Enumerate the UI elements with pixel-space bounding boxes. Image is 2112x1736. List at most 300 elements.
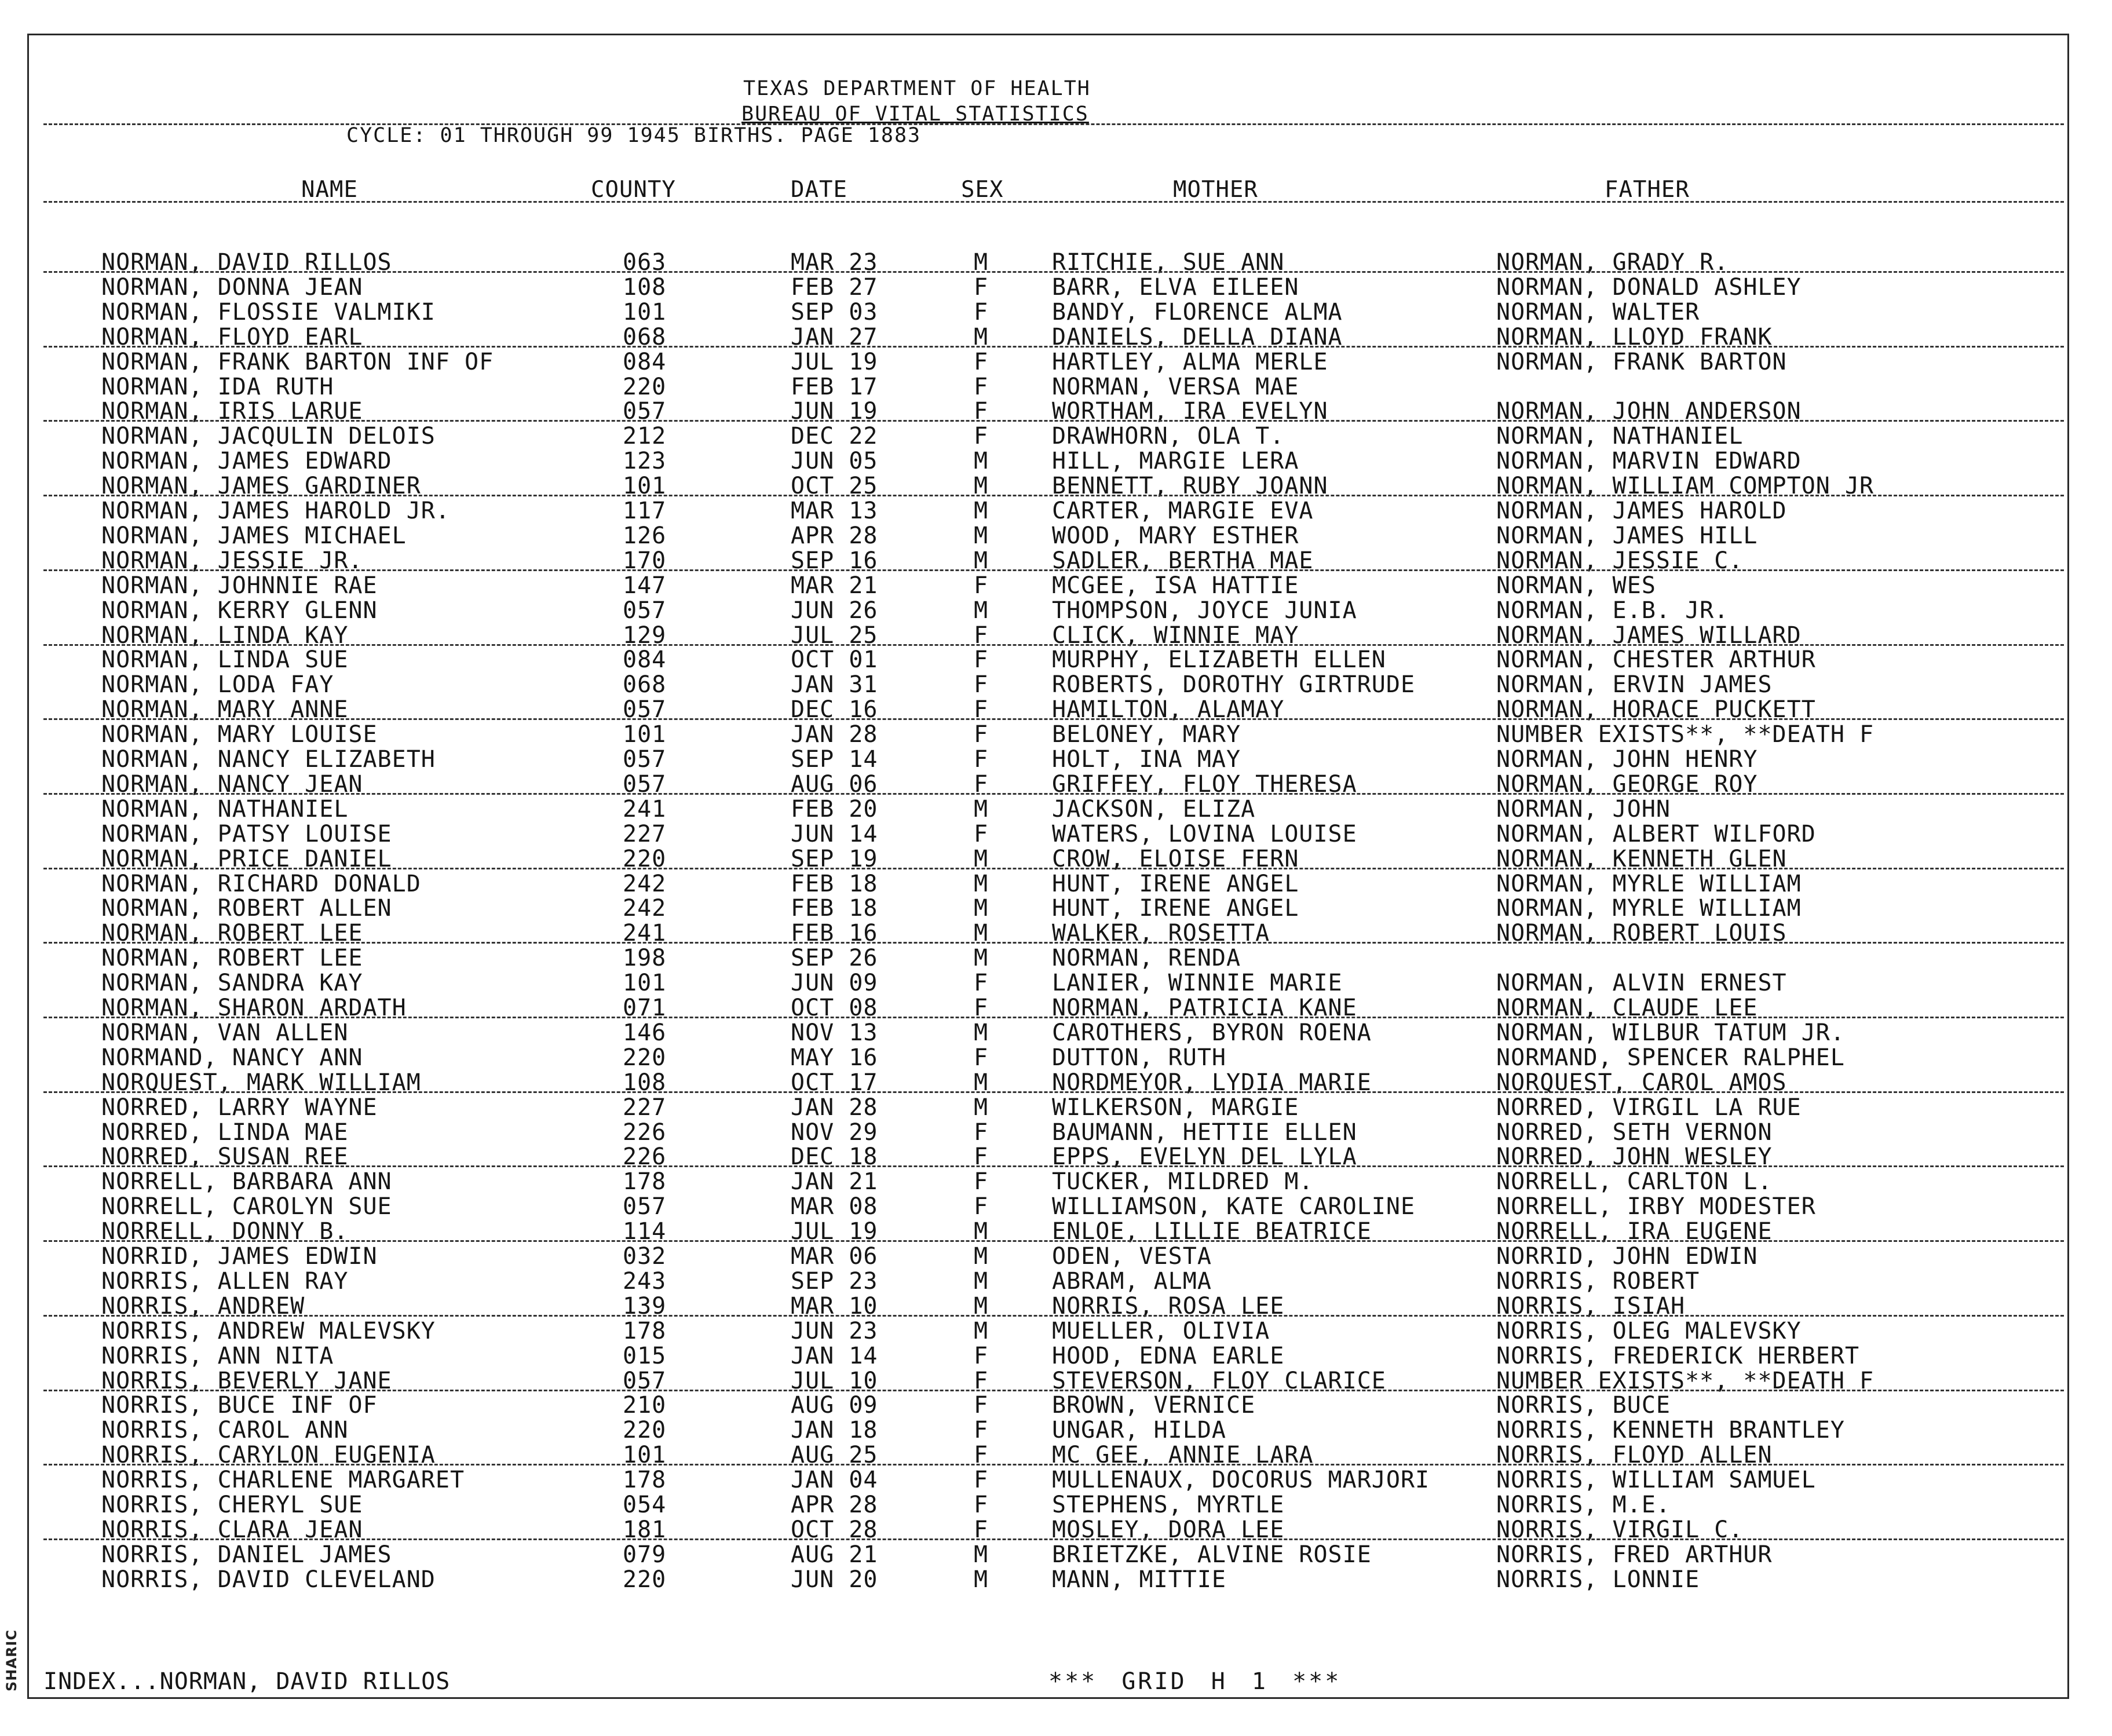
- cell-father: NORRIS, WILLIAM SAMUEL: [1496, 1467, 1816, 1494]
- cell-mother: SADLER, BERTHA MAE: [1052, 547, 1314, 574]
- table-row: [0, 1393, 2112, 1418]
- column-header-sex: SEX: [961, 177, 1004, 203]
- table-row: [0, 1269, 2112, 1294]
- table-row: [0, 499, 2112, 524]
- cell-date: MAY 16: [791, 1044, 878, 1071]
- cell-name: NORRIS, DANIEL JAMES: [101, 1541, 392, 1568]
- cell-date: SEP 03: [791, 298, 878, 326]
- cell-name: NORMAN, ROBERT LEE: [101, 920, 363, 947]
- cell-mother: HILL, MARGIE LERA: [1052, 448, 1299, 475]
- table-row: [0, 1145, 2112, 1169]
- cell-date: MAR 06: [791, 1243, 878, 1270]
- cell-county: 220: [623, 845, 667, 872]
- cell-mother: THOMPSON, JOYCE JUNIA: [1052, 597, 1357, 624]
- cell-date: OCT 08: [791, 995, 878, 1021]
- cell-date: JUN 19: [791, 398, 878, 425]
- cell-father: NORMAN, WALTER: [1496, 298, 1700, 326]
- cell-father: NORMAN, JOHN: [1496, 795, 1671, 823]
- cell-sex: F: [974, 646, 989, 674]
- cell-name: NORQUEST, MARK WILLIAM: [101, 1069, 421, 1096]
- cell-sex: M: [974, 1019, 989, 1046]
- cell-name: NORMAN, SANDRA KAY: [101, 970, 363, 997]
- cell-date: JUL 25: [791, 622, 878, 649]
- bureau-title: BUREAU OF VITAL STATISTICS: [741, 103, 1089, 126]
- row-rule: [43, 1017, 2064, 1018]
- table-row: [0, 1369, 2112, 1394]
- table-row: [0, 350, 2112, 375]
- cell-date: JUN 14: [791, 820, 878, 847]
- cell-name: NORMAN, VAN ALLEN: [101, 1019, 349, 1046]
- cell-date: JUN 20: [791, 1566, 878, 1593]
- cell-name: NORMAN, IDA RUTH: [101, 373, 334, 400]
- cell-sex: F: [974, 1119, 989, 1146]
- cell-name: NORRED, SUSAN REE: [101, 1143, 349, 1171]
- cell-sex: M: [974, 795, 989, 823]
- cell-mother: STEVERSON, FLOY CLARICE: [1052, 1367, 1386, 1394]
- cell-date: APR 28: [791, 522, 878, 549]
- table-row: [0, 1021, 2112, 1046]
- cell-county: 220: [623, 1044, 667, 1071]
- cell-mother: HOOD, EDNA EARLE: [1052, 1342, 1285, 1369]
- cycle-line: CYCLE: 01 THROUGH 99 1945 BIRTHS. PAGE 1883: [346, 124, 922, 147]
- table-row: [0, 822, 2112, 847]
- cell-sex: M: [974, 1218, 989, 1245]
- cell-date: DEC 18: [791, 1143, 878, 1171]
- cell-sex: M: [974, 1317, 989, 1344]
- cell-sex: M: [974, 1243, 989, 1270]
- cell-name: NORRIS, CHARLENE MARGARET: [101, 1467, 465, 1494]
- cell-name: NORMAN, DONNA JEAN: [101, 273, 363, 301]
- cell-father: NORMAN, CHESTER ARTHUR: [1496, 646, 1816, 674]
- table-row: [0, 1567, 2112, 1592]
- cell-date: JAN 31: [791, 671, 878, 699]
- cell-sex: F: [974, 373, 989, 400]
- cell-father: NORQUEST, CAROL AMOS: [1496, 1069, 1787, 1096]
- cell-mother: CAROTHERS, BYRON ROENA: [1052, 1019, 1372, 1046]
- table-row: [0, 250, 2112, 275]
- cell-name: NORMAN, JAMES GARDINER: [101, 473, 421, 500]
- cell-name: NORRIS, BEVERLY JANE: [101, 1367, 392, 1394]
- cell-name: NORMAN, FLOYD EARL: [101, 323, 363, 350]
- cell-county: 210: [623, 1392, 667, 1419]
- table-row: [0, 524, 2112, 549]
- cell-name: NORMAN, ROBERT ALLEN: [101, 895, 392, 922]
- cell-date: MAR 08: [791, 1193, 878, 1220]
- cell-mother: CARTER, MARGIE EVA: [1052, 498, 1314, 524]
- cell-mother: WALKER, ROSETTA: [1052, 920, 1270, 947]
- cell-mother: BANDY, FLORENCE ALMA: [1052, 298, 1343, 326]
- cell-sex: M: [974, 1566, 989, 1593]
- cell-county: 068: [623, 323, 667, 350]
- table-row: [0, 1443, 2112, 1468]
- cell-sex: F: [974, 1342, 989, 1369]
- cell-mother: NORMAN, PATRICIA KANE: [1052, 995, 1357, 1021]
- cell-name: NORRELL, BARBARA ANN: [101, 1168, 392, 1196]
- cell-county: 181: [623, 1516, 667, 1543]
- side-stamp: SHARIC: [3, 1629, 20, 1691]
- cell-county: 126: [623, 522, 667, 549]
- cell-county: 241: [623, 795, 667, 823]
- cell-date: JAN 27: [791, 323, 878, 350]
- cell-name: NORMAN, RICHARD DONALD: [101, 870, 421, 897]
- cell-name: NORRIS, CLARA JEAN: [101, 1516, 363, 1543]
- cell-county: 241: [623, 920, 667, 947]
- table-row: [0, 1194, 2112, 1219]
- cell-mother: ODEN, VESTA: [1052, 1243, 1212, 1270]
- cell-date: FEB 18: [791, 895, 878, 922]
- cell-date: AUG 09: [791, 1392, 878, 1419]
- cell-father: NORRED, VIRGIL LA RUE: [1496, 1094, 1802, 1121]
- column-header-father: FATHER: [1605, 177, 1690, 203]
- cell-date: JAN 04: [791, 1467, 878, 1494]
- cell-name: NORRIS, BUCE INF OF: [101, 1392, 378, 1419]
- row-rule: [43, 942, 2064, 944]
- cell-sex: F: [974, 572, 989, 599]
- cell-name: NORMAN, FLOSSIE VALMIKI: [101, 298, 436, 326]
- cell-county: 057: [623, 398, 667, 425]
- cell-county: 226: [623, 1119, 667, 1146]
- cell-county: 015: [623, 1342, 667, 1369]
- cell-mother: ROBERTS, DOROTHY GIRTRUDE: [1052, 671, 1416, 699]
- cell-name: NORRIS, ANDREW MALEVSKY: [101, 1317, 436, 1344]
- cell-date: FEB 20: [791, 795, 878, 823]
- cell-sex: M: [974, 1267, 989, 1295]
- cell-county: 057: [623, 746, 667, 773]
- cell-date: JUN 23: [791, 1317, 878, 1344]
- cell-name: NORRIS, CHERYL SUE: [101, 1492, 363, 1518]
- cell-date: FEB 18: [791, 870, 878, 897]
- cell-mother: MUELLER, OLIVIA: [1052, 1317, 1270, 1344]
- cell-sex: F: [974, 1492, 989, 1518]
- cell-date: MAR 10: [791, 1292, 878, 1320]
- cell-sex: F: [974, 820, 989, 847]
- table-row: [0, 673, 2112, 697]
- cell-father: NORMAN, HORACE PUCKETT: [1496, 696, 1816, 723]
- footer-grid: *** GRID H 1 ***: [1048, 1668, 1342, 1695]
- cell-county: 178: [623, 1467, 667, 1494]
- cell-mother: HARTLEY, ALMA MERLE: [1052, 348, 1328, 375]
- row-rule: [43, 1464, 2064, 1465]
- cell-father: NORRED, JOHN WESLEY: [1496, 1143, 1773, 1171]
- cell-sex: F: [974, 1367, 989, 1394]
- cell-name: NORMAN, LINDA SUE: [101, 646, 349, 674]
- cell-sex: F: [974, 970, 989, 997]
- cell-sex: M: [974, 1069, 989, 1096]
- cell-date: FEB 16: [791, 920, 878, 947]
- cell-county: 227: [623, 820, 667, 847]
- table-row: [0, 300, 2112, 325]
- table-row: [0, 722, 2112, 747]
- cell-father: NORRIS, ISIAH: [1496, 1292, 1686, 1320]
- cell-county: 129: [623, 622, 667, 649]
- cell-date: SEP 23: [791, 1267, 878, 1295]
- cell-sex: M: [974, 920, 989, 947]
- cell-father: NORRED, SETH VERNON: [1496, 1119, 1773, 1146]
- cell-mother: GRIFFEY, FLOY THERESA: [1052, 770, 1357, 798]
- cell-mother: CLICK, WINNIE MAY: [1052, 622, 1299, 649]
- table-row: [0, 1294, 2112, 1319]
- cell-mother: JACKSON, ELIZA: [1052, 795, 1256, 823]
- cell-sex: M: [974, 448, 989, 475]
- cell-county: 198: [623, 945, 667, 972]
- cell-father: NORMAN, MYRLE WILLIAM: [1496, 895, 1802, 922]
- table-row: [0, 1219, 2112, 1244]
- cell-name: NORMAN, PATSY LOUISE: [101, 820, 392, 847]
- cell-father: NORMAN, GEORGE ROY: [1496, 770, 1758, 798]
- cell-mother: HUNT, IRENE ANGEL: [1052, 870, 1299, 897]
- cell-name: NORMAN, MARY ANNE: [101, 696, 349, 723]
- table-row: [0, 1070, 2112, 1095]
- row-rule: [43, 495, 2064, 496]
- cell-mother: ABRAM, ALMA: [1052, 1267, 1212, 1295]
- cell-date: JAN 14: [791, 1342, 878, 1369]
- cell-name: NORRIS, ANDREW: [101, 1292, 305, 1320]
- cell-father: NORMAN, MARVIN EDWARD: [1496, 448, 1802, 475]
- cell-mother: MULLENAUX, DOCORUS MARJORI: [1052, 1467, 1430, 1494]
- cell-name: NORMAN, IRIS LARUE: [101, 398, 363, 425]
- cell-sex: M: [974, 597, 989, 624]
- table-row: [0, 474, 2112, 499]
- cell-father: NORMAN, JESSIE C.: [1496, 547, 1744, 574]
- cell-mother: MANN, MITTIE: [1052, 1566, 1226, 1593]
- cell-date: MAR 21: [791, 572, 878, 599]
- cell-date: NOV 29: [791, 1119, 878, 1146]
- table-row: [0, 1518, 2112, 1543]
- cell-date: MAR 13: [791, 498, 878, 524]
- cell-sex: M: [974, 845, 989, 872]
- cell-father: NORRIS, KENNETH BRANTLEY: [1496, 1417, 1845, 1444]
- cell-mother: NORDMEYOR, LYDIA MARIE: [1052, 1069, 1372, 1096]
- cell-father: NORRIS, FREDERICK HERBERT: [1496, 1342, 1860, 1369]
- cell-father: NORMAN, LLOYD FRANK: [1496, 323, 1773, 350]
- cell-name: NORRIS, DAVID CLEVELAND: [101, 1566, 436, 1593]
- cell-name: NORMAN, JAMES HAROLD JR.: [101, 498, 450, 524]
- table-row: [0, 946, 2112, 971]
- cell-sex: F: [974, 348, 989, 375]
- cell-father: NORMAN, WILBUR TATUM JR.: [1496, 1019, 1845, 1046]
- cell-mother: NORMAN, VERSA MAE: [1052, 373, 1299, 400]
- cell-mother: BRIETZKE, ALVINE ROSIE: [1052, 1541, 1372, 1568]
- table-row: [0, 424, 2112, 449]
- cell-date: JUN 05: [791, 448, 878, 475]
- cell-county: 212: [623, 423, 667, 450]
- cell-county: 139: [623, 1292, 667, 1320]
- table-row: [0, 1319, 2112, 1344]
- cell-county: 068: [623, 671, 667, 699]
- cell-sex: F: [974, 1392, 989, 1419]
- row-rule: [43, 1091, 2064, 1093]
- cell-county: 243: [623, 1267, 667, 1295]
- cell-sex: F: [974, 1417, 989, 1444]
- table-row: [0, 847, 2112, 872]
- cell-county: 057: [623, 1193, 667, 1220]
- cell-sex: F: [974, 696, 989, 723]
- row-rule: [43, 644, 2064, 646]
- cell-father: NORMAN, ERVIN JAMES: [1496, 671, 1773, 699]
- cell-father: NORRELL, IRA EUGENE: [1496, 1218, 1773, 1245]
- cell-name: NORMAN, DAVID RILLOS: [101, 249, 392, 276]
- cell-sex: F: [974, 1516, 989, 1543]
- row-rule: [43, 1538, 2064, 1540]
- cell-father: NORRID, JOHN EDWIN: [1496, 1243, 1758, 1270]
- table-row: [0, 573, 2112, 598]
- table-row: [0, 772, 2112, 797]
- cell-county: 114: [623, 1218, 667, 1245]
- row-rule: [43, 793, 2064, 795]
- cell-father: NORMAN, JOHN HENRY: [1496, 746, 1758, 773]
- cell-county: 101: [623, 970, 667, 997]
- cell-mother: BARR, ELVA EILEEN: [1052, 273, 1299, 301]
- cell-name: NORMAN, PRICE DANIEL: [101, 845, 392, 872]
- cell-father: NORMAN, ALBERT WILFORD: [1496, 820, 1816, 847]
- cell-county: 057: [623, 1367, 667, 1394]
- cell-father: NORMAN, WES: [1496, 572, 1656, 599]
- cell-mother: LANIER, WINNIE MARIE: [1052, 970, 1343, 997]
- cell-date: OCT 01: [791, 646, 878, 674]
- cell-mother: MOSLEY, DORA LEE: [1052, 1516, 1285, 1543]
- cell-date: OCT 25: [791, 473, 878, 500]
- cell-county: 220: [623, 1566, 667, 1593]
- cell-name: NORRIS, ANN NITA: [101, 1342, 334, 1369]
- cell-county: 242: [623, 870, 667, 897]
- cell-mother: MCGEE, ISA HATTIE: [1052, 572, 1299, 599]
- cell-mother: EPPS, EVELYN DEL LYLA: [1052, 1143, 1357, 1171]
- table-row: [0, 1344, 2112, 1369]
- cell-county: 220: [623, 373, 667, 400]
- table-row: [0, 1468, 2112, 1493]
- cell-sex: M: [974, 1094, 989, 1121]
- table-row: [0, 1493, 2112, 1518]
- table-row: [0, 996, 2112, 1021]
- table-row: [0, 275, 2112, 300]
- cell-father: NORMAN, NATHANIEL: [1496, 423, 1744, 450]
- footer-index: INDEX...NORMAN, DAVID RILLOS: [43, 1668, 451, 1695]
- cell-name: NORMAN, JOHNNIE RAE: [101, 572, 378, 599]
- cell-mother: MC GEE, ANNIE LARA: [1052, 1442, 1314, 1469]
- cell-sex: M: [974, 870, 989, 897]
- cell-mother: BROWN, VERNICE: [1052, 1392, 1256, 1419]
- cell-name: NORMAN, LODA FAY: [101, 671, 334, 699]
- cell-name: NORRIS, ALLEN RAY: [101, 1267, 349, 1295]
- column-header-mother: MOTHER: [1173, 177, 1258, 203]
- row-rule: [43, 346, 2064, 348]
- table-row: [0, 697, 2112, 722]
- cell-county: 101: [623, 721, 667, 748]
- cell-mother: HAMILTON, ALAMAY: [1052, 696, 1285, 723]
- cell-father: NORMAN, WILLIAM COMPTON JR: [1496, 473, 1875, 500]
- table-row: [0, 449, 2112, 474]
- cell-name: NORMAN, LINDA KAY: [101, 622, 349, 649]
- cell-county: 101: [623, 473, 667, 500]
- cell-date: AUG 21: [791, 1541, 878, 1568]
- cell-sex: F: [974, 995, 989, 1021]
- cell-father: NORMAN, ALVIN ERNEST: [1496, 970, 1787, 997]
- cell-father: NORRIS, BUCE: [1496, 1392, 1671, 1419]
- cell-sex: M: [974, 1541, 989, 1568]
- cell-father: NUMBER EXISTS**, **DEATH F: [1496, 721, 1875, 748]
- cell-date: NOV 13: [791, 1019, 878, 1046]
- table-row: [0, 1543, 2112, 1567]
- cell-date: OCT 17: [791, 1069, 878, 1096]
- cell-sex: M: [974, 895, 989, 922]
- cell-name: NORRIS, CARYLON EUGENIA: [101, 1442, 436, 1469]
- cell-sex: F: [974, 721, 989, 748]
- table-row: [0, 1095, 2112, 1120]
- table-row: [0, 1169, 2112, 1194]
- cell-county: 170: [623, 547, 667, 574]
- cell-sex: F: [974, 1467, 989, 1494]
- cell-date: JAN 21: [791, 1168, 878, 1196]
- cell-mother: TUCKER, MILDRED M.: [1052, 1168, 1314, 1196]
- table-row: [0, 971, 2112, 996]
- cell-mother: WILKERSON, MARGIE: [1052, 1094, 1299, 1121]
- table-row: [0, 598, 2112, 623]
- cell-mother: ENLOE, LILLIE BEATRICE: [1052, 1218, 1372, 1245]
- cell-sex: F: [974, 273, 989, 301]
- cell-sex: F: [974, 1143, 989, 1171]
- cell-county: 117: [623, 498, 667, 524]
- cell-name: NORRIS, CAROL ANN: [101, 1417, 349, 1444]
- cell-sex: F: [974, 423, 989, 450]
- cell-date: JAN 18: [791, 1417, 878, 1444]
- cell-mother: NORRIS, ROSA LEE: [1052, 1292, 1285, 1320]
- table-row: [0, 399, 2112, 424]
- cell-father: NORRIS, FLOYD ALLEN: [1496, 1442, 1773, 1469]
- cell-county: 057: [623, 696, 667, 723]
- cell-sex: F: [974, 746, 989, 773]
- cell-mother: HOLT, INA MAY: [1052, 746, 1241, 773]
- cell-county: 146: [623, 1019, 667, 1046]
- column-header-date: DATE: [791, 177, 847, 203]
- cell-date: DEC 22: [791, 423, 878, 450]
- table-row: [0, 648, 2112, 673]
- cell-county: 084: [623, 348, 667, 375]
- cell-county: 057: [623, 770, 667, 798]
- cell-county: 071: [623, 995, 667, 1021]
- cell-name: NORRELL, CAROLYN SUE: [101, 1193, 392, 1220]
- cell-county: 147: [623, 572, 667, 599]
- cell-father: NORMAN, MYRLE WILLIAM: [1496, 870, 1802, 897]
- cell-sex: M: [974, 547, 989, 574]
- cell-name: NORRED, LARRY WAYNE: [101, 1094, 378, 1121]
- table-row: [0, 325, 2112, 350]
- cell-name: NORMAN, NANCY ELIZABETH: [101, 746, 436, 773]
- cell-date: JAN 28: [791, 721, 878, 748]
- cell-name: NORRID, JAMES EDWIN: [101, 1243, 378, 1270]
- column-header-name: NAME: [301, 177, 358, 203]
- cell-name: NORMAN, JESSIE JR.: [101, 547, 363, 574]
- cell-county: 054: [623, 1492, 667, 1518]
- cell-county: 108: [623, 1069, 667, 1096]
- cell-mother: BENNETT, RUBY JOANN: [1052, 473, 1328, 500]
- table-row: [0, 549, 2112, 573]
- cell-sex: M: [974, 473, 989, 500]
- cell-father: NORMAN, ROBERT LOUIS: [1496, 920, 1787, 947]
- cell-name: NORMAN, ROBERT LEE: [101, 945, 363, 972]
- cell-name: NORMAN, KERRY GLENN: [101, 597, 378, 624]
- cell-sex: F: [974, 1168, 989, 1196]
- cell-date: SEP 16: [791, 547, 878, 574]
- cell-mother: WATERS, LOVINA LOUISE: [1052, 820, 1357, 847]
- row-rule: [43, 420, 2064, 422]
- cell-father: NORRIS, M.E.: [1496, 1492, 1671, 1518]
- cell-father: NORMAN, DONALD ASHLEY: [1496, 273, 1802, 301]
- cell-county: 242: [623, 895, 667, 922]
- row-rule: [43, 569, 2064, 571]
- cell-date: JUN 26: [791, 597, 878, 624]
- cell-father: NORMAN, FRANK BARTON: [1496, 348, 1787, 375]
- table-row: [0, 1418, 2112, 1443]
